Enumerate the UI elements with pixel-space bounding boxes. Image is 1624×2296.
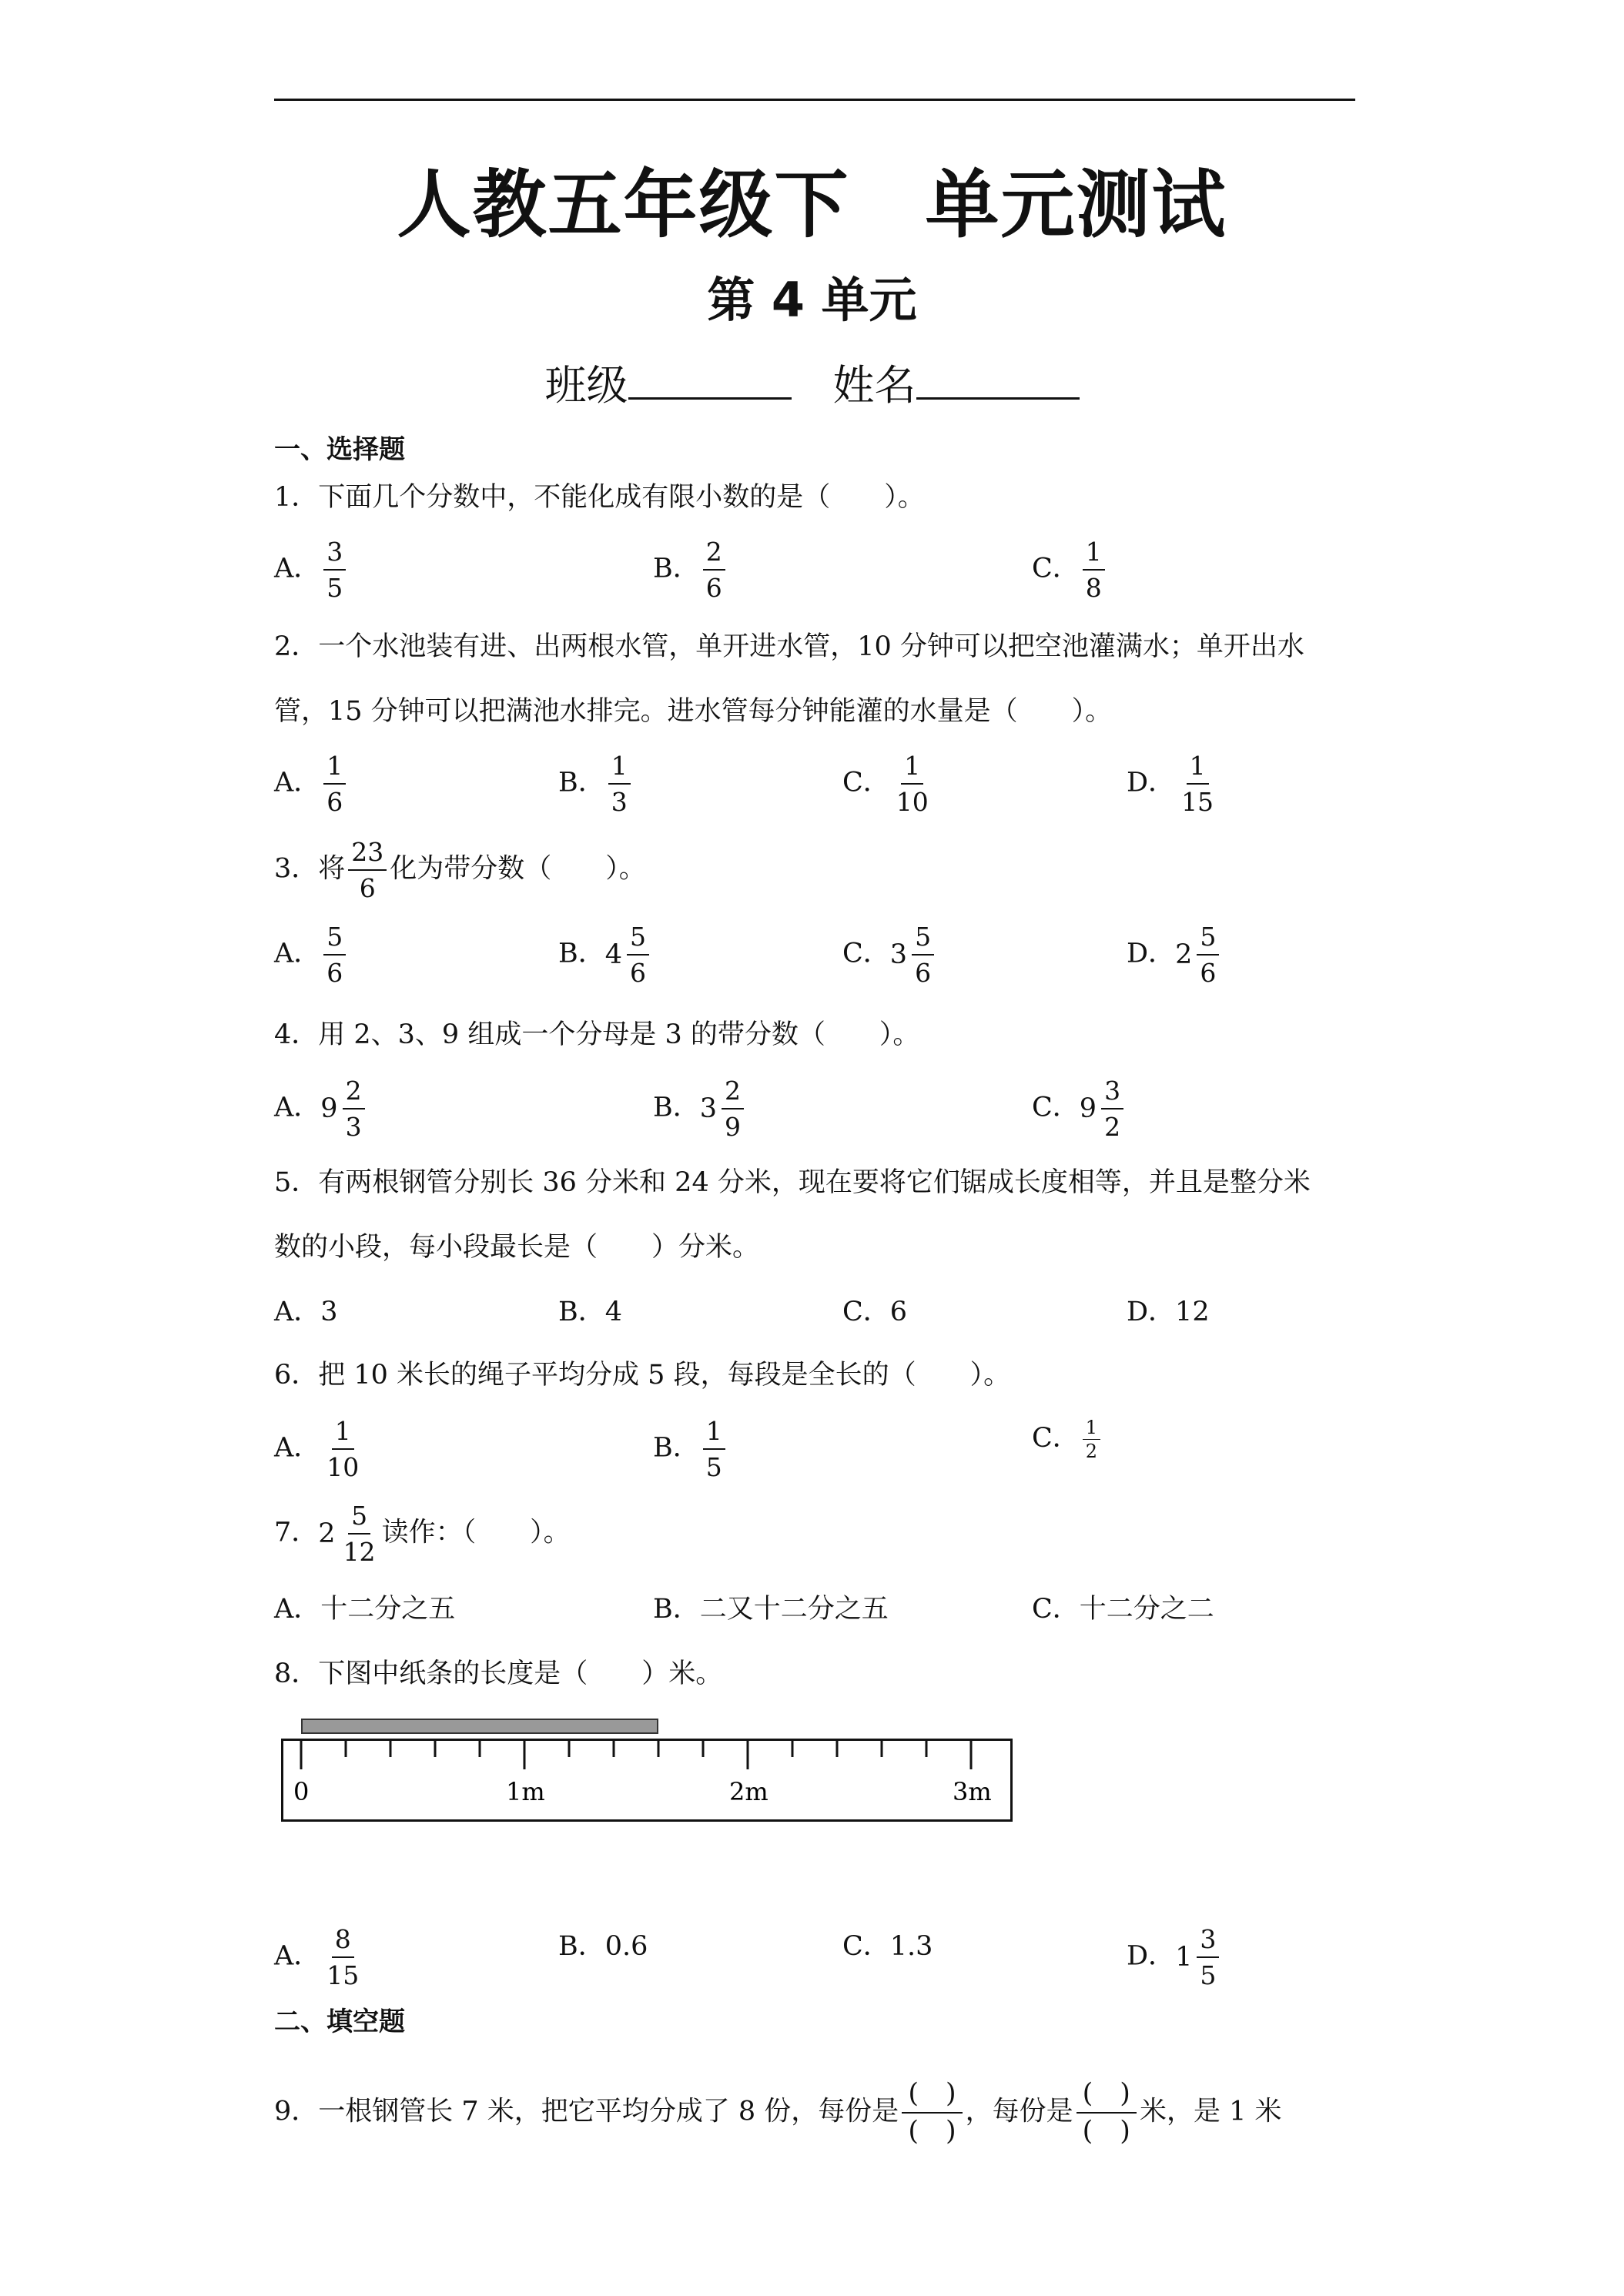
q7-option-b[interactable]: B．二又十二分之五 xyxy=(653,1594,889,1625)
name-blank[interactable] xyxy=(916,359,1080,400)
q6-option-a[interactable]: A． $\frac{1}{10}$ xyxy=(274,1416,360,1482)
question-3: 3．将 $\frac{23}{6}$ 化为带分数（ ）。 xyxy=(274,837,646,903)
q8-option-c[interactable]: C．1.3 xyxy=(842,1931,933,1962)
q1-option-c[interactable]: C． $\frac{1}{8}$ xyxy=(1032,539,1108,601)
q1-option-b[interactable]: B． $\frac{2}{6}$ xyxy=(653,539,728,601)
unit-title: 第 4 单元 xyxy=(707,272,917,328)
q4-option-c[interactable]: C．9 $\frac{3}{2}$ xyxy=(1032,1078,1127,1140)
question-8: 8．下图中纸条的长度是（ ）米。 xyxy=(274,1658,723,1689)
q5-option-b[interactable]: B．4 xyxy=(558,1297,622,1327)
q3-option-d[interactable]: D．2 $\frac{5}{6}$ xyxy=(1127,924,1222,986)
q2-option-c[interactable]: C． $\frac{1}{10}$ xyxy=(842,751,929,817)
q2-option-b[interactable]: B． $\frac{1}{3}$ xyxy=(558,753,634,815)
question-7: 7．2 $\frac{5}{12}$ 读作：（ ）。 xyxy=(274,1501,571,1567)
ruler-label-1m: 1m xyxy=(506,1777,545,1806)
question-5-line-2: 数的小段，每小段最长是（ ）分米。 xyxy=(274,1232,760,1263)
page-title: 人教五年级下 单元测试 xyxy=(397,162,1227,248)
question-6: 6．把 10 米长的绳子平均分成 5 段，每段是全长的（ ）。 xyxy=(274,1360,1011,1391)
paper-strip xyxy=(301,1719,658,1734)
q7-option-c[interactable]: C．十二分之二 xyxy=(1032,1594,1214,1625)
q7-option-a[interactable]: A．十二分之五 xyxy=(274,1594,456,1625)
ruler xyxy=(281,1739,1013,1823)
q3-option-a[interactable]: A． $\frac{5}{6}$ xyxy=(274,924,349,986)
q2-option-a[interactable]: A． $\frac{1}{6}$ xyxy=(274,753,349,815)
q9-blank-1[interactable]: $\frac{( )}{( )}$ xyxy=(902,2080,962,2145)
q3-option-b[interactable]: B．4 $\frac{5}{6}$ xyxy=(558,924,652,986)
q5-option-c[interactable]: C．6 xyxy=(842,1297,908,1327)
class-blank[interactable] xyxy=(628,359,792,400)
q5-option-d[interactable]: D．12 xyxy=(1127,1297,1210,1327)
q5-option-a[interactable]: A．3 xyxy=(274,1297,338,1327)
question-9: 9．一根钢管长 7 米，把它平均分成了 8 份，每份是 $\frac{( )}{( )}$ ，每份是 $\frac{( )}{( )}$ 米，是 1 米 xyxy=(274,2078,1282,2147)
name-label: 姓名 xyxy=(832,361,916,410)
q8-option-d[interactable]: D．1 $\frac{3}{5}$ xyxy=(1127,1926,1222,1988)
ruler-frame xyxy=(283,1740,1012,1821)
question-1: 1．下面几个分数中，不能化成有限小数的是（ ）。 xyxy=(274,482,925,513)
q9-blank-2[interactable]: $\frac{( )}{( )}$ xyxy=(1077,2080,1137,2145)
q6-option-c[interactable]: C． $\frac{1}{2}$ xyxy=(1032,1418,1103,1461)
question-5-line-1: 5．有两根钢管分别长 36 分米和 24 分米，现在要将它们锯成长度相等，并且是整分米 xyxy=(274,1167,1311,1198)
q2-option-d[interactable]: D． $\frac{1}{15}$ xyxy=(1127,751,1214,817)
question-2-line-1: 2．一个水池装有进、出两根水管，单开进水管，10 分钟可以把空池灌满水；单开出水 xyxy=(274,631,1304,662)
question-2-line-2: 管，15 分钟可以把满池水排完。进水管每分钟能灌的水量是（ ）。 xyxy=(274,696,1113,727)
q3-option-c[interactable]: C．3 $\frac{5}{6}$ xyxy=(842,924,937,986)
ruler-label-0: 0 xyxy=(293,1777,310,1806)
q8-option-b[interactable]: B．0.6 xyxy=(558,1931,648,1962)
class-name-line xyxy=(0,353,1624,412)
q4-option-a[interactable]: A．9 $\frac{2}{3}$ xyxy=(274,1078,368,1140)
q1-option-a[interactable]: A． $\frac{3}{5}$ xyxy=(274,539,349,601)
q6-option-b[interactable]: B． $\frac{1}{5}$ xyxy=(653,1418,728,1480)
section-choice: 一、选择题 xyxy=(274,434,405,465)
top-rule xyxy=(274,99,1355,101)
section-fill: 二、填空题 xyxy=(274,2006,405,2037)
ruler-label-2m: 2m xyxy=(729,1777,768,1806)
q8-option-a[interactable]: A． $\frac{8}{15}$ xyxy=(274,1924,360,1990)
class-label: 班级 xyxy=(544,361,628,410)
ruler-label-3m: 3m xyxy=(953,1777,992,1806)
question-4: 4．用 2、3、9 组成一个分母是 3 的带分数（ ）。 xyxy=(274,1019,920,1050)
q4-option-b[interactable]: B．3 $\frac{2}{9}$ xyxy=(653,1078,747,1140)
